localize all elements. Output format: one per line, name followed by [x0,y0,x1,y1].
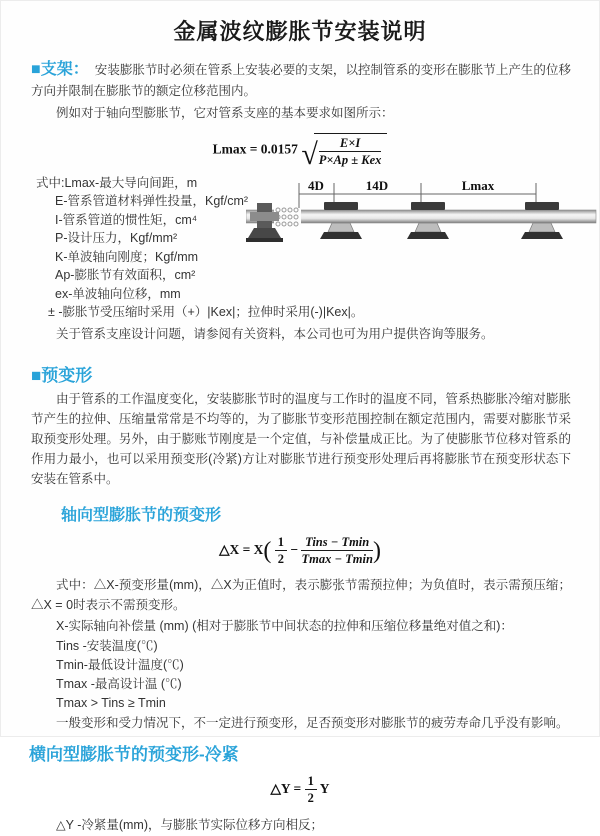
t-line: Tmax > Tins ≥ Tmin [56,695,166,710]
definition-item: ex-单波轴向位移，mm [55,286,181,301]
support-intro-paragraph [31,59,571,102]
definition-item: 式中:Lmax-最大导向间距，m [36,175,198,190]
lmax-fraction-denominator: P×Ap ± Kex [318,153,382,168]
definition-item: P-设计压力，Kgf/mm² [55,231,178,246]
dim-label-4d: 4D [308,177,324,193]
preform-body-text: 由于管系的工作温度变化，安装膨胀节时的温度与工作时的温度不同，管系热膨胀冷缩对膨胀节产生的拉伸、压缩量常常是不均等的，为了膨胀节变形范围控制在额定范围内，需要对膨胀节采取预变形处理。另外，由于膨账节刚度是一个定值，与补偿量成正比。为了使膨胀节位移对管系的作用力最小，也可以采用预变形(冷紧)方让对膨胀节进行预变形处理后再将膨胀节在预变形状态下安装在管系中。 [31,391,571,486]
lmax-formula [1,133,599,171]
sqrt-body [314,133,388,168]
temperature-numerator: Tins − Tmin [301,535,372,551]
minus-sign: − [290,541,299,557]
lateral-formula [1,774,599,806]
half-fraction [275,535,287,567]
lateral-note-text: △Y -冷紧量(mm)，与膨胀节实际位移方向相反； [56,818,324,833]
axial-note-general: 一般变形和受力情况下，不一定进行预变形，足否预变形对膨胀节的疲劳寿命几乎没有影响。 [56,715,569,730]
t-line: Tmin-最低设计温度(℃) [56,657,184,672]
temperature-definitions [31,637,571,713]
sqrt-radical [301,133,387,171]
support-intro-text: 安装膨胀节时必须在管系上安装必要的支架，以控制管系的变形在膨胀节上产生的位移方向并限制在膨胀节的额定位移范围内。 [31,63,571,98]
lmax-fraction-numerator: E×I [319,136,382,152]
lateral-denominator: 2 [307,790,314,805]
axial-preform-heading: 轴向型膨胀节的预变形 [61,506,222,524]
lateral-preform-heading: 横向型膨胀节的预变形-冷紧 [29,744,239,764]
dim-label-lmax: Lmax [461,177,495,193]
t-line: Tins -安装温度(℃) [56,638,158,653]
definition-item: K-单波轴向刚度；Kgf/mm [55,249,199,264]
axial-note-x: X-实际轴向补偿量 (mm) (相对于膨胀节中间状态的拉伸和压缩位移量绝对值之和)： [56,618,513,633]
lmax-formula-lhs: Lmax = 0.0157 [212,141,298,157]
support-section-label: ■支架： [31,61,89,78]
temperature-fraction [301,535,372,567]
preform-section-heading: ■预变形 [31,365,93,385]
close-paren: ) [372,537,381,564]
lateral-formula-suffix: Y [319,780,330,796]
pipe-support-diagram [246,174,600,274]
lateral-half-fraction [305,774,317,806]
lateral-formula-prefix: △Y = [270,780,302,796]
definition-item: E-管系管道材料弹性投量，Kgf/cm² [55,194,249,209]
sqrt-sign-glyph: √ [301,137,318,171]
definition-item: ± -膨胀节受压缩时采用（+）|Kex|；拉伸时采用(-)|Kex|。 [48,305,364,320]
page-title: 金属波纹膨胀节安装说明 [173,19,427,44]
axial-formula [1,535,599,567]
axial-note-main: 式中：△X-预变形量(mm)，△X为正值时，表示膨张节需预拉伸；为负值时，表示需预压缩；△X = 0时表示不需预变形。 [31,577,571,612]
t-line: Tmax -最高设计温 (℃) [56,676,182,691]
axial-formula-prefix: △X = X [219,541,264,557]
temperature-denominator: Tmax − Tmin [301,552,373,567]
open-paren: ( [263,537,272,564]
axial-notes [31,575,571,734]
lateral-numerator: 1 [305,774,317,790]
support-note-text: 关于管系支座设计问题，请参阅有关资料，本公司也可为用户提供咨询等服务。 [56,326,494,341]
definitions-and-diagram-zone [1,174,599,322]
half-denominator: 2 [277,552,285,567]
lmax-fraction [319,136,382,168]
dim-label-14d: 14D [365,177,389,193]
definition-item: Ap-膨胀节有效面积，cm² [55,268,196,283]
definition-item: I-管系管道的惯性矩，cm⁴ [55,212,198,227]
support-example-text: 例如对于轴向型膨胀节，它对管系支座的基本要求如图所示： [56,106,394,120]
half-numerator: 1 [275,535,287,551]
